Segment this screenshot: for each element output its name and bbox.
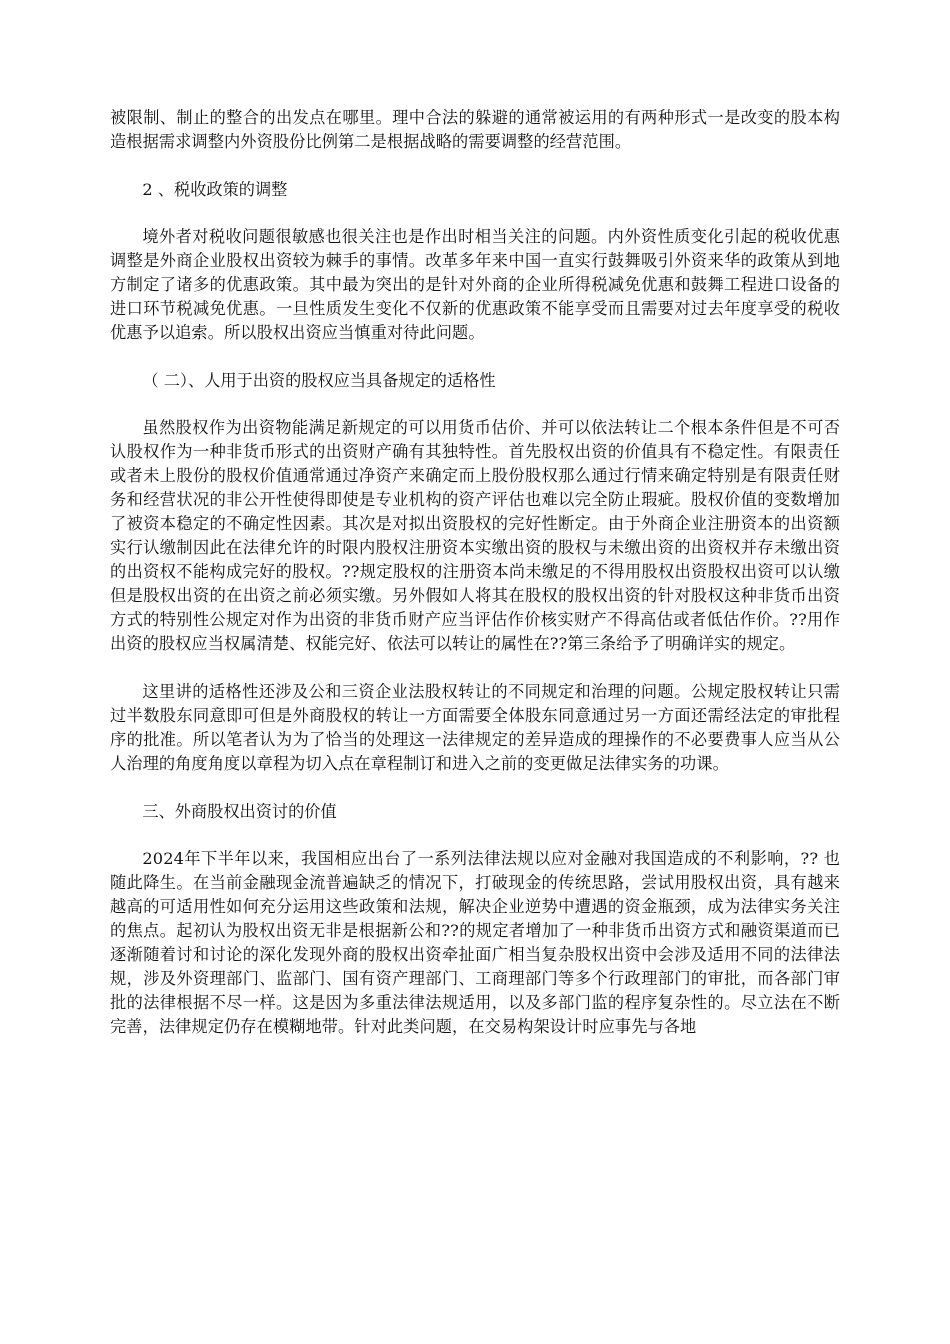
heading-equity-eligibility: （ 二）、人用于出资的股权应当具备规定的适格性 [142, 371, 496, 390]
heading-research-value: 三、外商股权出资讨的价值 [142, 802, 337, 821]
paragraph-intro: 被限制、制止的整合的出发点在哪里。理中合法的躲避的通常被运用的有两种形式一是改变的股本构造根据需求调整内外资股份比例第二是根据战略的需要调整的经营范围。 [110, 108, 840, 151]
paragraph-research-value: 2024年下半年以来，我国相应出台了一系列法律法规以应对金融对我国造成的不利影响，?? 也随此降生。在当前金融现金流普遍缺乏的情况下，打破现金的传统思路，尝试用股权出资，具有越来越高的可适用性如何充分运用这些政策和法规，解决企业逆势中遭遇的资金瓶颈，成为法律实务关注的焦点。起初认为股权出资无非是根据新公和??的规定者增加了一种非货币出资方式和融资渠道而已逐渐随着讨和讨论的深化发现外商的股权出资牵扯面广相当复杂股权出资中会涉及适用不同的法律法规，涉及外资理部门、监部门、国有资产理部门、工商理部门等多个行政理部门的审批，而各部门审批的法律根据不尽一样。这是因为多重法律法规适用，以及多部门监的程序复杂性的。尽立法在不断完善，法律规定仍存在模糊地带。针对此类问题，在交易构架设计时应事先与各地 [110, 849, 840, 1036]
paragraph-eligibility: 虽然股权作为出资物能满足新规定的可以用货币估价、并可以依法转让二个根本条件但是不可否认股权作为一种非货币形式的出资财产确有其独特性。首先股权出资的价值具有不稳定性。有限责任或者未上股份的股权价值通常通过净资产来确定而上股份股权那么通过行情来确定特别是有限责任财务和经营状况的非公开性使得即使是专业机构的资产评估也难以完全防止瑕疵。股权价值的变数增加了被资本稳定的不确定性因素。其次是对拟出资股权的完好性断定。由于外商企业注册资本的出资额实行认缴制因此在法律允许的时限内股权注册资本实缴出资的股权与未缴出资的出资权并存未缴出资的出资权不能构成完好的股权。??规定股权的注册资本尚未缴足的不得用股权出资股权出资可以认缴但是股权出资的在出资之前必须实缴。另外假如人将其在股权的股权出资的针对股权这种非货币出资方式的特别性公规定对作为出资的非货币财产应当评估作价核实财产不得高估或者低估作价。??用作出资的股权应当权属清楚、权能完好、依法可以转让的属性在??第三条给予了明确详实的规定。 [110, 418, 840, 653]
paragraph-transfer-rules: 这里讲的适格性还涉及公和三资企业法股权转让的不同规定和治理的问题。公规定股权转让只需过半数股东同意即可但是外商股权的转让一方面需要全体股东同意通过另一方面还需经法定的审批程序的批准。所以笔者认为为了恰当的处理这一法律规定的差异造成的理操作的不必要费事人应当从公人治理的角度角度以章程为切入点在章程制订和进入之前的变更做足法律实务的功课。 [110, 682, 840, 773]
document-page [110, 106, 840, 1063]
heading-tax-policy: 2 、税收政策的调整 [142, 180, 288, 199]
paragraph-tax: 境外者对税收问题很敏感也很关注也是作出时相当关注的问题。内外资性质变化引起的税收优惠调整是外商企业股权出资较为棘手的事情。改革多年来中国一直实行鼓舞吸引外资来华的政策从到地方制定了诸多的优惠政策。其中最为突出的是针对外商的企业所得税减免优惠和鼓舞工程进口设备的进口环节税减免优惠。一旦性质发生变化不仅新的优惠政策不能享受而且需要对过去年度享受的税收优惠予以追索。所以股权出资应当慎重对待此问题。 [110, 227, 840, 342]
